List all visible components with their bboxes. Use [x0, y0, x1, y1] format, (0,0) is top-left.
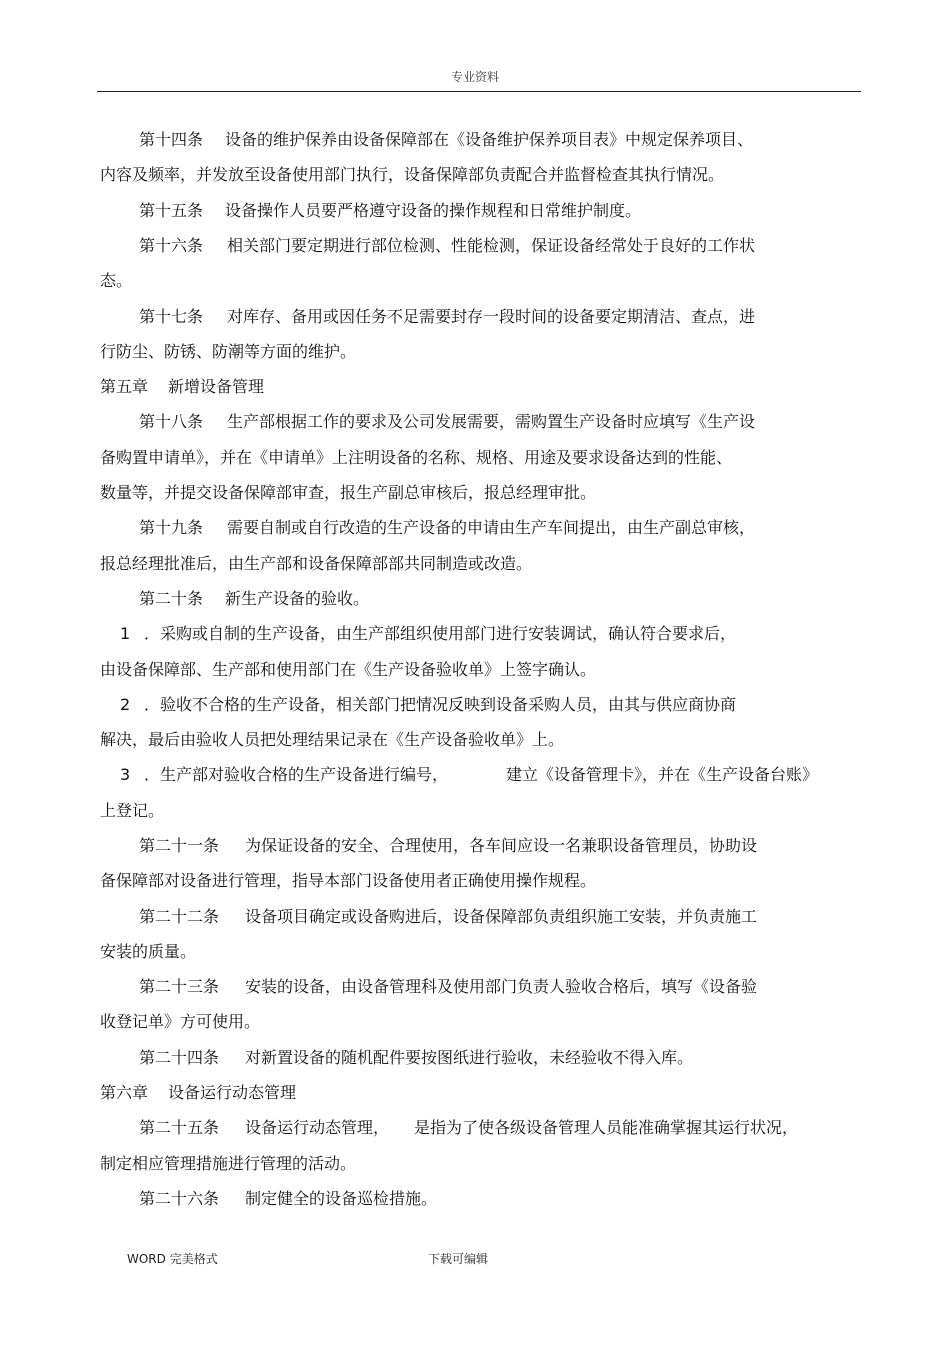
text-segment: 设备操作人员要严格遵守设备的操作规程和日常维护制度。 — [225, 201, 642, 220]
page-header: 专业资料 — [450, 70, 499, 84]
text-line — [0, 228, 950, 264]
text-segment: 安装的质量。 — [100, 942, 197, 961]
text-segment: 为保证设备的安全、合理使用，各车间应设一名兼职设备管理员，协助设 — [245, 836, 758, 855]
text-line — [0, 899, 950, 935]
text-line — [0, 616, 950, 652]
text-segment: 生产部根据工作的要求及公司发展需要，需购置生产设备时应填写《生产设 — [227, 412, 756, 431]
text-segment: ．采购或自制的生产设备，由生产部组织使用部门进行安装调试，确认符合要求后， — [144, 624, 737, 643]
text-segment: ．生产部对验收合格的生产设备进行编号， — [144, 765, 449, 784]
text-segment: 设备运行动态管理 — [168, 1083, 297, 1102]
text-segment: ．验收不合格的生产设备，相关部门把情况反映到设备采购人员，由其与供应商协商 — [144, 695, 737, 714]
text-line — [0, 440, 950, 476]
text-line — [0, 122, 950, 158]
text-segment: 设备项目确定或设备购进后，设备保障部负责组织施工安装，并负责施工 — [245, 907, 758, 926]
text-line — [0, 369, 950, 405]
text-segment: 第二十六条 — [139, 1189, 220, 1208]
text-segment: 需要自制或自行改造的生产设备的申请由生产车间提出，由生产副总审核， — [227, 518, 756, 537]
text-line — [0, 581, 950, 617]
text-segment: 第二十二条 — [139, 907, 220, 926]
text-segment: 新生产设备的验收。 — [225, 589, 370, 608]
text-line — [0, 1110, 950, 1146]
text-line — [0, 1146, 950, 1182]
text-line — [0, 969, 950, 1005]
text-segment: 相关部门要定期进行部位检测、性能检测，保证设备经常处于良好的工作状 — [227, 236, 756, 255]
text-segment: 第十七条 — [139, 307, 204, 326]
text-segment: 设备的维护保养由设备保障部在《设备维护保养项目表》中规定保养项目、 — [225, 130, 754, 149]
text-line — [0, 1004, 950, 1040]
text-segment: 第十八条 — [139, 412, 204, 431]
text-segment: 建立《设备管理卡》，并在《生产设备台账》 — [506, 765, 819, 784]
text-segment: 第十六条 — [139, 236, 204, 255]
text-line — [0, 1075, 950, 1111]
text-segment: 态。 — [100, 271, 133, 290]
text-segment: 第十四条 — [139, 130, 204, 149]
text-segment: 由设备保障部、生产部和使用部门在《生产设备验收单》上签字确认。 — [100, 660, 597, 679]
text-segment: 1 — [120, 624, 131, 643]
text-segment: 制定相应管理措施进行管理的活动。 — [100, 1154, 357, 1173]
text-line — [0, 757, 950, 793]
text-segment: 第二十三条 — [139, 977, 220, 996]
text-segment: 第六章 — [100, 1083, 149, 1102]
header-divider — [97, 91, 861, 92]
text-segment: 第二十一条 — [139, 836, 220, 855]
text-line — [0, 793, 950, 829]
text-segment: 备保障部对设备进行管理，指导本部门设备使用者正确使用操作规程。 — [100, 871, 597, 890]
text-line — [0, 263, 950, 299]
text-segment: 第十九条 — [139, 518, 204, 537]
text-segment: 解决，最后由验收人员把处理结果记录在《生产设备验收单》上。 — [100, 730, 565, 749]
text-line — [0, 546, 950, 582]
text-line — [0, 299, 950, 335]
text-segment: 备购置申请单》，并在《申请单》上注明设备的名称、规格、用途及要求设备达到的性能、 — [100, 448, 733, 467]
text-segment: 安装的设备，由设备管理科及使用部门负责人验收合格后，填写《设备验 — [245, 977, 758, 996]
text-segment: 2 — [120, 695, 131, 714]
text-segment: 3 — [120, 765, 131, 784]
text-segment: 行防尘、防锈、防潮等方面的维护。 — [100, 342, 357, 361]
text-line — [0, 510, 950, 546]
text-segment: 第十五条 — [139, 201, 204, 220]
text-segment: 内容及频率，并发放至设备使用部门执行，设备保障部负责配合并监督检查其执行情况。 — [100, 165, 725, 184]
text-line — [0, 722, 950, 758]
text-segment: 第二十条 — [139, 589, 204, 608]
text-segment: 收登记单》方可使用。 — [100, 1012, 261, 1031]
text-line — [0, 193, 950, 229]
footer-edit-label: 下载可编辑 — [428, 1252, 489, 1266]
text-line — [0, 1181, 950, 1217]
text-segment: 对库存、备用或因任务不足需要封存一段时间的设备要定期清洁、查点，进 — [227, 307, 756, 326]
text-line — [0, 475, 950, 511]
text-line — [0, 1040, 950, 1076]
text-segment: 是指为了使各级设备管理人员能准确掌握其运行状况， — [414, 1118, 799, 1137]
text-line — [0, 404, 950, 440]
text-segment: 报总经理批准后，由生产部和设备保障部部共同制造或改造。 — [100, 554, 533, 573]
text-segment: 第二十五条 — [139, 1118, 220, 1137]
text-segment: 第五章 — [100, 377, 149, 396]
text-line — [0, 652, 950, 688]
text-line — [0, 934, 950, 970]
text-line — [0, 863, 950, 899]
text-line — [0, 334, 950, 370]
text-segment: 上登记。 — [100, 801, 165, 820]
text-line — [0, 157, 950, 193]
text-segment: 对新置设备的随机配件要按图纸进行验收，未经验收不得入库。 — [245, 1048, 694, 1067]
text-line — [0, 828, 950, 864]
footer-format-label: WORD 完美格式 — [127, 1252, 218, 1266]
text-segment: 新增设备管理 — [168, 377, 265, 396]
text-line — [0, 687, 950, 723]
text-segment: 第二十四条 — [139, 1048, 220, 1067]
text-segment: 制定健全的设备巡检措施。 — [245, 1189, 438, 1208]
text-segment: 数量等，并提交设备保障部审查，报生产副总审核后，报总经理审批。 — [100, 483, 597, 502]
text-segment: 设备运行动态管理， — [245, 1118, 390, 1137]
